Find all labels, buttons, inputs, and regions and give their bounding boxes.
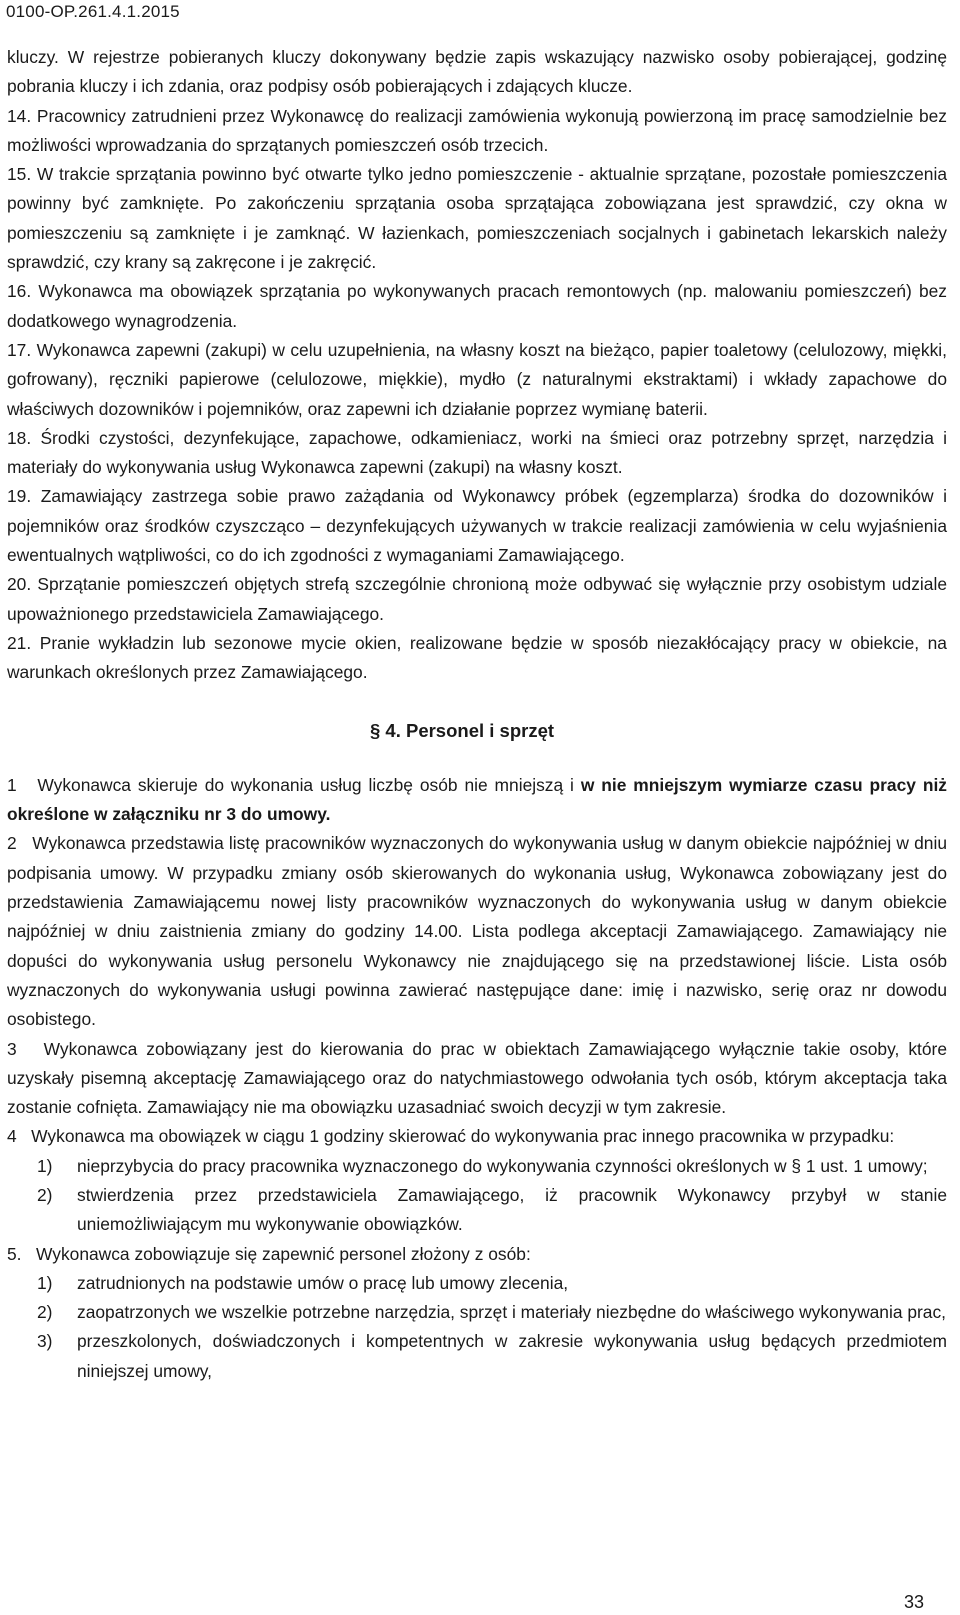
section-4-paragraph-3 <box>7 1035 947 1123</box>
numbered-point <box>7 482 947 570</box>
document-reference-number: 0100-OP.261.4.1.2015 <box>6 2 180 21</box>
numbered-point <box>7 629 947 688</box>
paragraph-number: 1 <box>7 774 17 795</box>
point-text: Zamawiający zastrzega sobie prawo zażądania od Wykonawcy próbek (egzemplarza) środka do dozowników i pojemników oraz środków czyszcząco – dezynfekujących używanych w trakcie realizacji zamówienia w celu wyjaśnienia ewentualnych wątpliwości, co do ich zgodności z wymaganiami Zamawiającego. <box>7 486 947 566</box>
numbered-point <box>7 336 947 424</box>
point-number: 17. <box>7 339 32 360</box>
numbered-point <box>7 277 947 336</box>
document-body <box>7 43 947 1386</box>
numbered-point <box>7 102 947 161</box>
numbered-point <box>7 570 947 629</box>
numbered-point <box>7 424 947 483</box>
paragraph-text: Wykonawca zobowiązuje się zapewnić personel złożony z osób: <box>36 1243 531 1264</box>
paragraph-number: 4 <box>7 1126 17 1147</box>
sub-list-item <box>7 1181 947 1240</box>
sub-item-number: 1) <box>37 1155 53 1176</box>
paragraph-number: 5. <box>7 1243 22 1264</box>
point-number: 19. <box>7 486 32 507</box>
sub-item-text: zatrudnionych na podstawie umów o pracę lub umowy zlecenia, <box>77 1272 569 1293</box>
paragraph-number: 3 <box>7 1038 17 1059</box>
paragraph-number: 2 <box>7 833 17 854</box>
paragraph-bold-text: w nie mniejszym wymiarze czasu pracy niż określone w załączniku nr 3 do umowy. <box>7 774 947 825</box>
paragraph-text: Wykonawca przedstawia listę pracowników wyznaczonych do wykonywania usług w danym obiekcie najpóźniej w dniu podpisania umowy. W przypadku zmiany osób skierowanych do wykonania usług, Wykonawca zobowiązany jest do przedstawienia Zamawiającemu nowej listy pracowników wyznaczonych do wykonywania usług w danym obiekcie najpóźniej w dniu zaistnienia zmiany do godziny 14.00. Lista podlega akceptacji Zamawiającego. Zamawiający nie dopuści do wykonywania usług personelu Wykonawcy nie znajdującego się na przedstawionej liście. Lista osób wyznaczonych do wykonywania usługi powinna zawierać następujące dane: imię i nazwisko, serię oraz nr dowodu osobistego. <box>7 833 947 1030</box>
sub-item-text: stwierdzenia przez przedstawiciela Zamawiającego, iż pracownik Wykonawcy przybył w stanie uniemożliwiającym mu wykonywanie obowiązków. <box>77 1184 947 1235</box>
sub-item-number: 2) <box>37 1302 53 1323</box>
section-3-point-list <box>7 102 947 688</box>
point-text: W trakcie sprzątania powinno być otwarte tylko jedno pomieszczenie - aktualnie sprzątane, pozostałe pomieszczenia powinny być zamknięte. Po zakończeniu sprzątania osoba sprzątająca zobowiązana jest sprawdzić, czy okna w pomieszczeniu są zamknięte i je zamknąć. W łazienkach, pomieszczeniach socjalnych i gabinetach lekarskich należy sprawdzić, czy krany są zakręcone i je zakręcić. <box>7 164 947 273</box>
section-4-paragraph-5-list <box>7 1269 947 1386</box>
continued-paragraph: kluczy. W rejestrze pobieranych kluczy dokonywany będzie zapis wskazujący nazwisko osoby pobierającej, godzinę pobrania kluczy i ich zdania, oraz podpisy osób pobierających i zdających klucze. <box>7 47 947 97</box>
numbered-point <box>7 160 947 277</box>
point-number: 21. <box>7 632 32 653</box>
section-4-heading <box>7 716 947 745</box>
sub-item-number: 1) <box>37 1272 53 1293</box>
point-text: Pranie wykładzin lub sezonowe mycie okien, realizowane będzie w sposób niezakłócający pracy w obiekcie, na warunkach określonych przez Zamawiającego. <box>7 632 947 683</box>
sub-item-text: zaopatrzonych we wszelkie potrzebne narzędzia, sprzęt i materiały niezbędne do właściwego wykonywania prac, <box>77 1302 947 1323</box>
section-4-paragraph-2 <box>7 829 947 1034</box>
section-4-paragraph-5 <box>7 1240 947 1269</box>
sub-item-number: 3) <box>37 1331 53 1352</box>
page-number: 33 <box>903 1592 924 1612</box>
sub-item-text: nieprzybycia do pracy pracownika wyznaczonego do wykonywania czynności określonych w § 1 ust. 1 umowy; <box>77 1155 928 1176</box>
point-text: Pracownicy zatrudnieni przez Wykonawcę do realizacji zamówienia wykonują powierzoną im pracę samodzielnie bez możliwości wprowadzania do sprzątanych pomieszczeń osób trzecich. <box>7 105 947 155</box>
section-4-paragraph-1 <box>7 771 947 830</box>
point-text: Wykonawca zapewni (zakupi) w celu uzupełnienia, na własny koszt na bieżąco, papier toaletowy (celulozowy, miękki, gofrowany), ręczniki papierowe (celulozowe, miękkie), mydło (z naturalnymi ekstraktami) i wkłady zapachowe do właściwych dozowników i pojemników, oraz zapewni ich działanie poprzez wymianę baterii. <box>7 339 947 419</box>
point-number: 16. <box>7 281 32 302</box>
paragraph-text: Wykonawca zobowiązany jest do kierowania do prac w obiektach Zamawiającego wyłącznie takie osoby, które uzyskały pisemną akceptację Zamawiającego oraz do natychmiastowego odwołania tych osób, którym akceptacja taka zostanie cofnięta. Zamawiający nie ma obowiązku uzasadniać swoich decyzji w tym zakresie. <box>7 1038 948 1118</box>
paragraph-text: Wykonawca skieruje do wykonania usług liczbę osób nie mniejszą i <box>37 774 574 795</box>
section-4-paragraph-4-list <box>7 1152 947 1240</box>
sub-list-item <box>7 1152 947 1181</box>
section-4-title: 4. Personel i sprzęt <box>385 719 555 741</box>
point-text: Sprzątanie pomieszczeń objętych strefą szczególnie chronioną może odbywać się wyłącznie przy osobistym udziale upoważnionego przedstawiciela Zamawiającego. <box>7 574 947 624</box>
point-text: Wykonawca ma obowiązek sprzątania po wykonywanych pracach remontowych (np. malowaniu pomieszczeń) bez dodatkowego wynagrodzenia. <box>7 281 947 331</box>
point-number: 20. <box>7 574 32 595</box>
sub-list-item <box>7 1269 947 1298</box>
point-text: Środki czystości, dezynfekujące, zapachowe, odkamieniacz, worki na śmieci oraz potrzebny sprzęt, narzędzia i materiały do wykonywania usług Wykonawca zapewni (zakupi) na własny koszt. <box>7 427 947 478</box>
sub-item-number: 2) <box>37 1184 53 1205</box>
section-4-paragraph-4 <box>7 1122 947 1151</box>
paragraph-text: Wykonawca ma obowiązek w ciągu 1 godziny skierować do wykonywania prac innego pracownika w przypadku: <box>31 1126 895 1147</box>
point-number: 15. <box>7 164 32 185</box>
point-number: 14. <box>7 105 32 126</box>
section-sign: § <box>369 719 381 741</box>
sub-item-text: przeszkolonych, doświadczonych i kompetentnych w zakresie wykonywania usług będących przedmiotem niniejszej umowy, <box>77 1331 947 1381</box>
sub-list-item <box>7 1298 947 1327</box>
sub-list-item <box>7 1327 947 1386</box>
point-number: 18. <box>7 427 32 448</box>
